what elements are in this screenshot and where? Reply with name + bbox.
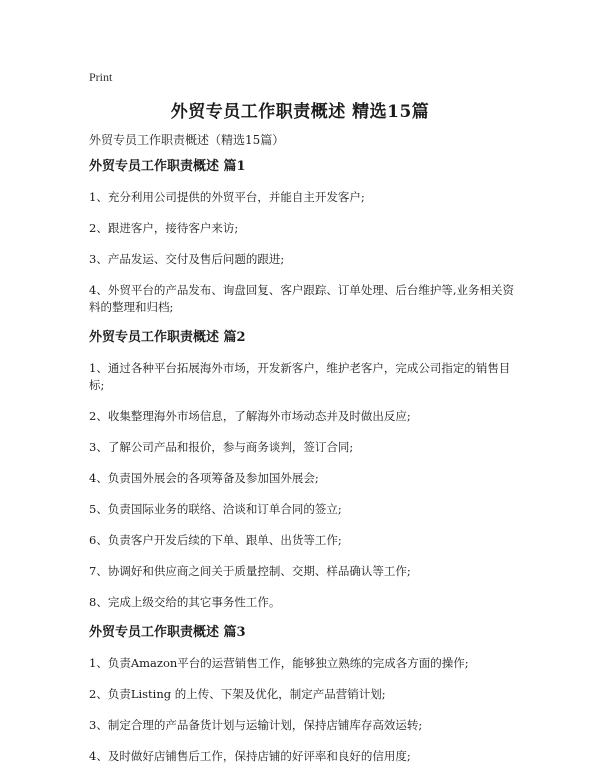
list-item: 3、了解公司产品和报价，参与商务谈判，签订合同; [89,440,354,454]
list-item: 6、负责客户开发后续的下单、跟单、出货等工作; [89,533,342,547]
list-item: 8、完成上级交给的其它事务性工作。 [89,595,281,609]
section-1 [89,159,519,316]
list-item: 1、通过各种平台拓展海外市场，开发新客户，维护老客户，完成公司指定的销售目标; [89,361,511,392]
list-item: 4、及时做好店铺售后工作，保持店铺的好评率和良好的信用度; [89,749,411,763]
list-item: 4、外贸平台的产品发布、询盘回复、客户跟踪、订单处理、后台维护等,业务相关资料的整理和归档; [89,283,514,314]
document-title: 外贸专员工作职责概述 精选15篇 [170,102,430,122]
section-heading: 外贸专员工作职责概述 篇3 [89,625,246,640]
list-item: 3、产品发运、交付及售后问题的跟进; [89,252,285,266]
list-item: 3、制定合理的产品备货计划与运输计划，保持店铺库存高效运转; [89,718,423,732]
list-item: 1、充分利用公司提供的外贸平台，并能自主开发客户; [89,190,365,204]
document-body [89,159,519,779]
document-subtitle: 外贸专员工作职责概述（精选15篇） [89,133,285,147]
list-item: 1、负责Amazon平台的运营销售工作，能够独立熟练的完成各方面的操作; [89,656,469,670]
section-3 [89,625,519,765]
list-item: 2、跟进客户，接待客户来访; [89,221,239,235]
list-item: 5、负责国际业务的联络、洽谈和订单合同的签立; [89,502,342,516]
list-item: 7、协调好和供应商之间关于质量控制、交期、样品确认等工作; [89,564,411,578]
section-heading: 外贸专员工作职责概述 篇2 [89,330,246,345]
section-2 [89,330,519,611]
list-item: 2、收集整理海外市场信息，了解海外市场动态并及时做出反应; [89,409,411,423]
print-link[interactable]: Print [89,70,113,84]
section-heading: 外贸专员工作职责概述 篇1 [89,159,246,174]
list-item: 2、负责Listing 的上传、下架及优化，制定产品营销计划; [89,687,386,701]
list-item: 4、负责国外展会的各项筹备及参加国外展会; [89,471,319,485]
